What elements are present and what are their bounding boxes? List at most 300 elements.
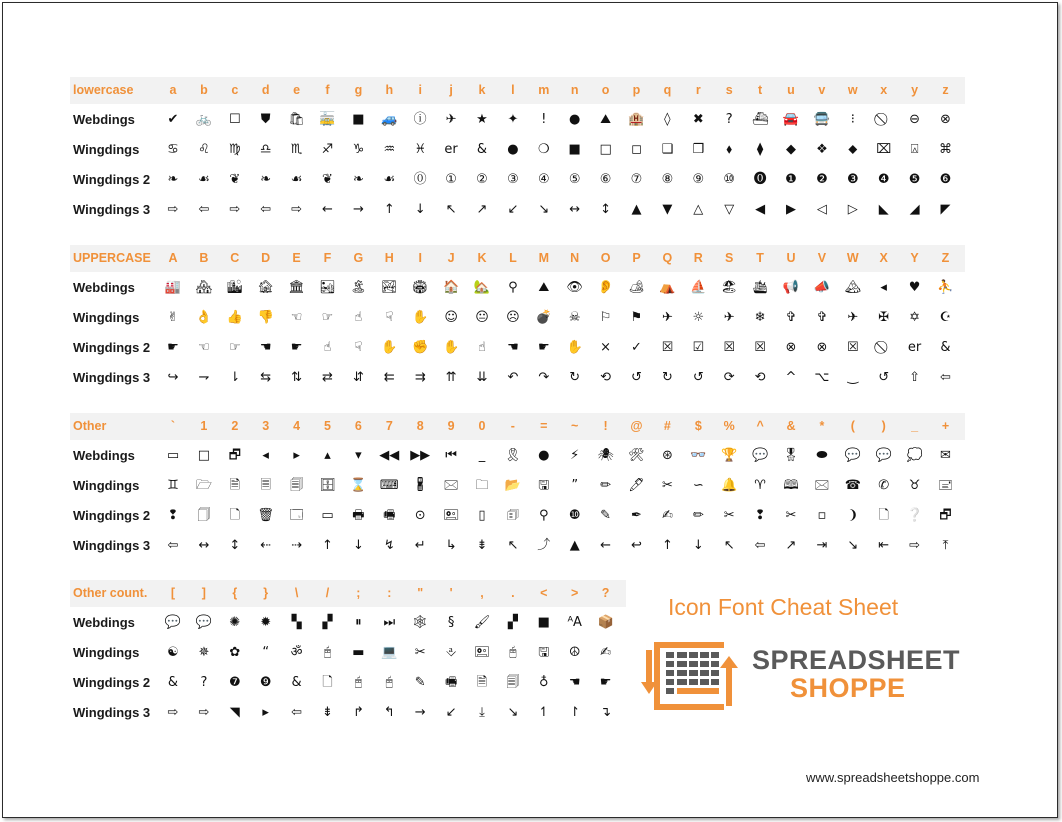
glyph-icon: ↗	[476, 202, 488, 217]
glyph-icon: ☙	[290, 172, 303, 187]
key-character: P	[632, 251, 641, 265]
key-character: \	[294, 586, 299, 600]
glyph-icon: ⇄	[322, 370, 333, 385]
key-character: f	[325, 83, 330, 97]
glyph-icon: _	[478, 448, 486, 463]
glyph-icon: &	[167, 675, 179, 690]
glyph-icon: ☛	[537, 340, 550, 355]
glyph-icon: ⚑	[630, 310, 643, 325]
glyph-icon: ▴	[324, 448, 331, 463]
glyph-icon: ☑	[692, 340, 705, 355]
glyph-icon: ✆	[878, 478, 890, 493]
glyph-icon: 💭	[906, 448, 923, 463]
glyph-icon: 💬	[844, 448, 861, 463]
glyph-icon: ✖	[692, 112, 704, 127]
glyph-icon: 📢	[782, 280, 800, 295]
glyph-icon: ^	[785, 370, 797, 385]
glyph-icon: 🖂	[443, 478, 459, 493]
glyph-icon: ⇨	[291, 202, 303, 217]
key-character: 2	[231, 419, 239, 433]
header-label: lowercase	[73, 83, 134, 97]
font-name-label: Wingdings 3	[73, 538, 151, 553]
glyph-icon: ↻	[569, 370, 581, 385]
glyph-icon: ☚	[507, 340, 519, 355]
glyph-icon: ✉	[940, 448, 951, 463]
glyph-icon: ⇤	[878, 538, 890, 553]
font-name-label: Webdings	[73, 280, 135, 295]
glyph-icon: ▫	[817, 508, 827, 523]
glyph-icon: ☯	[167, 645, 179, 660]
glyph-icon: ☝	[478, 340, 486, 355]
glyph-icon: 🖌	[473, 615, 491, 630]
glyph-icon: 🖫	[538, 478, 550, 493]
glyph-icon: ●	[507, 142, 519, 157]
key-character: `	[170, 419, 176, 433]
glyph-icon: ⓪	[413, 172, 427, 187]
glyph-icon: ☝	[354, 310, 363, 325]
glyph-icon: ↳	[445, 538, 457, 553]
glyph-icon: ⁝	[850, 112, 855, 127]
glyph-icon: 🛳	[751, 280, 769, 295]
glyph-icon: &	[476, 142, 488, 157]
glyph-icon: ❸	[846, 172, 859, 187]
font-row-wingdings	[70, 638, 626, 668]
glyph-icon: ↴	[600, 705, 612, 720]
glyph-icon: ❷	[816, 172, 828, 187]
font-row-webdings	[70, 441, 965, 471]
glyph-icon: ♓	[414, 142, 427, 157]
glyph-icon: ⚐	[599, 310, 612, 325]
glyph-icon: 🎗	[504, 448, 522, 463]
glyph-icon: 🖭	[474, 645, 490, 660]
glyph-icon: 🖃	[937, 478, 954, 493]
glyph-icon: ⇁	[198, 370, 210, 385]
glyph-icon: ☝	[323, 340, 332, 355]
glyph-icon: &	[940, 340, 951, 355]
key-character: Y	[910, 251, 919, 265]
glyph-icon: ✏	[692, 508, 704, 523]
glyph-icon: ✊	[412, 340, 429, 355]
glyph-icon: ✌	[167, 310, 179, 325]
glyph-icon: ☎	[844, 478, 861, 493]
glyph-icon: 🔔	[721, 478, 738, 493]
font-name-label: Wingdings 3	[73, 705, 151, 720]
glyph-icon: →	[352, 202, 364, 217]
glyph-icon: ⑥	[599, 172, 612, 187]
glyph-icon: ☐	[228, 112, 241, 127]
glyph-icon: ♏	[290, 142, 303, 157]
glyph-icon: ★	[476, 112, 488, 127]
glyph-icon: ☒	[846, 340, 859, 355]
key-character: d	[261, 83, 270, 97]
key-character: =	[540, 419, 548, 433]
key-character: L	[509, 251, 517, 265]
glyph-icon: ☞	[321, 310, 334, 325]
font-row-webdings	[70, 608, 626, 638]
glyph-icon: ⛺	[659, 280, 676, 295]
glyph-icon: ■	[537, 615, 550, 630]
key-character: R	[693, 251, 703, 265]
glyph-icon: ⇟	[322, 705, 333, 720]
glyph-icon: ☒	[754, 340, 766, 355]
header-row	[70, 413, 965, 440]
glyph-icon: 🗋	[322, 675, 333, 690]
key-character: i	[418, 83, 422, 97]
glyph-icon: ⇢	[291, 538, 303, 553]
font-name-label: Wingdings	[73, 478, 140, 493]
glyph-icon: ⇊	[476, 370, 488, 385]
glyph-icon: ▭	[321, 508, 334, 523]
glyph-icon: ❶	[785, 172, 797, 187]
glyph-icon: ①	[445, 172, 457, 187]
glyph-icon: ⊗	[785, 340, 797, 355]
glyph-icon: ⎀	[445, 645, 457, 660]
glyph-icon: ✈	[847, 310, 859, 325]
glyph-icon: ◀	[755, 202, 766, 217]
key-character: V	[817, 251, 827, 265]
glyph-icon: 💣	[535, 310, 552, 325]
glyph-icon: 🏚	[257, 280, 274, 295]
glyph-icon: ♑	[352, 142, 365, 157]
glyph-icon: □	[197, 448, 211, 463]
header-label: Other count.	[73, 586, 148, 600]
glyph-icon: ☒	[661, 340, 674, 355]
glyph-icon: ⇈	[445, 370, 457, 385]
glyph-icon: 🏙	[226, 280, 244, 295]
glyph-icon: ↰	[383, 705, 395, 720]
key-character: t	[758, 83, 763, 97]
glyph-icon: 🏔	[844, 280, 862, 295]
key-character: z	[942, 83, 949, 97]
key-character: G	[353, 251, 364, 265]
key-character: 7	[385, 419, 393, 433]
glyph-icon: ⬥	[848, 142, 858, 157]
key-character: :	[387, 586, 392, 600]
glyph-icon: ✞	[785, 310, 797, 325]
key-character: o	[601, 83, 610, 97]
glyph-icon: 🗑	[257, 508, 274, 523]
font-name-label: Wingdings 3	[73, 370, 151, 385]
glyph-icon: 🏡	[473, 280, 491, 295]
glyph-icon: ⚲	[539, 508, 549, 523]
glyph-icon: ⟲	[754, 370, 766, 385]
glyph-icon: ◣	[878, 202, 889, 217]
key-character: (	[850, 419, 855, 433]
glyph-icon: 🖁	[416, 478, 424, 493]
glyph-icon: ❄	[754, 310, 766, 325]
key-character: c	[231, 83, 239, 97]
glyph-icon: ⑨	[692, 172, 705, 187]
glyph-icon: 🗗	[228, 448, 241, 463]
key-character: J	[447, 251, 455, 265]
glyph-icon: 🗏	[260, 478, 271, 493]
glyph-icon: ♍	[228, 142, 241, 157]
glyph-icon: ▽	[724, 202, 735, 217]
glyph-icon: ☜	[290, 310, 303, 325]
glyph-icon: ✈	[445, 112, 457, 127]
glyph-icon: ☛	[290, 340, 303, 355]
glyph-icon: ⇨	[909, 538, 921, 553]
glyph-icon: ↘	[507, 705, 519, 720]
glyph-icon: ❾	[259, 675, 272, 690]
glyph-icon: 💬	[164, 615, 182, 630]
font-name-label: Wingdings 2	[73, 675, 151, 690]
glyph-icon: ▼	[662, 202, 673, 217]
glyph-icon: ▸	[293, 448, 300, 463]
glyph-icon: ⑤	[568, 172, 581, 187]
font-row-webdings	[70, 273, 965, 303]
font-name-label: Webdings	[73, 615, 135, 630]
glyph-icon: ↿	[538, 705, 550, 720]
glyph-icon: ↩	[631, 538, 642, 553]
glyph-icon: ▲	[569, 538, 580, 553]
glyph-icon: ✂	[414, 645, 426, 660]
glyph-icon: ❒	[692, 142, 705, 157]
glyph-icon: ✈	[661, 310, 673, 325]
glyph-icon: ▬	[352, 645, 365, 660]
glyph-icon: ∽	[692, 478, 704, 493]
glyph-icon: ♉	[908, 478, 921, 493]
key-character: .	[511, 586, 515, 600]
glyph-icon: ⇦	[291, 705, 303, 720]
glyph-icon: ⇦	[754, 538, 766, 553]
glyph-icon: ⌛	[350, 478, 367, 493]
glyph-icon: ↓	[352, 538, 364, 553]
glyph-icon: ⛵	[690, 280, 707, 295]
glyph-icon: ❖	[816, 142, 828, 157]
glyph-icon: ☒	[723, 340, 736, 355]
glyph-icon: ⇦	[940, 370, 951, 385]
glyph-icon: ⓘ	[413, 112, 427, 127]
glyph-icon: 🗄	[319, 478, 336, 493]
glyph-icon: ⊗	[816, 340, 828, 355]
spreadsheet-grid-arrow-icon	[641, 642, 738, 710]
glyph-icon: 👁	[566, 280, 583, 295]
font-row-wingdings-2	[70, 165, 965, 195]
key-character: S	[725, 251, 734, 265]
key-character: E	[292, 251, 301, 265]
glyph-icon: ?	[200, 675, 208, 690]
glyph-icon: ❼	[228, 675, 241, 690]
glyph-icon: ✂	[723, 508, 735, 523]
glyph-icon: 🖰	[354, 675, 363, 690]
glyph-icon: ❩	[847, 508, 859, 523]
glyph-icon: ⤓	[479, 705, 485, 720]
glyph-icon: 🏜	[319, 280, 336, 295]
glyph-icon: 🖊	[628, 478, 645, 493]
glyph-icon: 🚘	[782, 112, 800, 127]
glyph-icon: ↓	[692, 538, 704, 553]
key-character: C	[230, 251, 240, 265]
key-character: X	[879, 251, 888, 265]
key-character: 9	[447, 419, 455, 433]
glyph-icon: ♁	[539, 675, 549, 690]
key-character: D	[261, 251, 271, 265]
glyph-icon: ↺	[631, 370, 642, 385]
key-character: *	[819, 419, 825, 433]
glyph-icon: 💬	[752, 448, 769, 463]
glyph-icon: ◢	[909, 202, 920, 217]
key-character: [	[170, 586, 176, 600]
glyph-icon: ✋	[381, 340, 398, 355]
glyph-icon: 🏛	[288, 280, 305, 295]
glyph-icon: ✵	[198, 645, 210, 660]
glyph-icon: 🗐	[506, 675, 520, 690]
glyph-icon: ❿	[568, 508, 581, 523]
glyph-icon: ⇨	[167, 705, 179, 720]
key-character: y	[911, 83, 919, 97]
glyph-icon: ☚	[259, 340, 272, 355]
glyph-icon: ▾	[355, 448, 362, 463]
glyph-icon: ↕	[600, 202, 612, 217]
key-character: H	[384, 251, 394, 265]
glyph-icon: 🏘	[195, 280, 213, 295]
cheat-sheet-title: Icon Font Cheat Sheet	[668, 594, 899, 620]
glyph-icon: ⧫	[756, 142, 764, 157]
glyph-icon: 🏠	[443, 280, 460, 295]
glyph-icon: 🛍	[288, 112, 305, 127]
glyph-icon: ⛰	[538, 280, 550, 295]
glyph-icon: 🚋	[319, 112, 336, 127]
glyph-icon: 🖷	[383, 508, 396, 523]
key-character: )	[881, 419, 886, 433]
glyph-icon: ॐ	[290, 645, 303, 660]
glyph-icon: ᴬA	[567, 615, 582, 630]
glyph-icon: 🖰	[508, 645, 517, 660]
glyph-icon: ⬬	[816, 448, 828, 463]
glyph-icon	[869, 333, 899, 363]
key-character: ~	[571, 419, 579, 433]
glyph-icon: er	[907, 340, 922, 355]
glyph-icon: 😐	[475, 310, 489, 325]
header-row	[70, 77, 965, 104]
glyph-icon: ǃ	[541, 112, 546, 127]
glyph-icon: ↖	[723, 538, 735, 553]
glyph-icon: △	[693, 202, 704, 217]
glyph-icon: ②	[476, 172, 488, 187]
glyph-icon: ↑	[383, 202, 395, 217]
glyph-icon: 👌	[195, 310, 212, 325]
key-character: ,	[480, 586, 484, 600]
glyph-icon: ⌥	[814, 370, 830, 385]
glyph-icon: ♈	[754, 478, 766, 493]
website-link[interactable]: www.spreadsheetshoppe.com	[806, 770, 980, 785]
glyph-icon: ◤	[940, 202, 951, 217]
glyph-icon: 👎	[257, 310, 274, 325]
logo-word-shoppe: SHOPPE	[790, 673, 906, 703]
glyph-icon: 🖫	[538, 645, 550, 660]
glyph-icon: ✞	[816, 310, 828, 325]
glyph-icon: ✋	[443, 340, 460, 355]
font-row-wingdings-2	[70, 333, 965, 363]
font-name-label: Wingdings 2	[73, 172, 151, 187]
key-character: 0	[478, 419, 486, 433]
glyph-icon: ✡	[909, 310, 921, 325]
key-character: m	[538, 83, 550, 97]
glyph-icon: ⊖	[909, 112, 921, 127]
font-name-label: Wingdings 3	[73, 202, 151, 217]
glyph-icon: ✂	[661, 478, 673, 493]
glyph-icon: 🚲	[195, 112, 212, 127]
font-name-label: Wingdings 2	[73, 340, 151, 355]
glyph-icon: ⌨	[379, 478, 399, 493]
key-character: F	[323, 251, 332, 265]
key-character: I	[418, 251, 422, 265]
glyph-icon: ☼	[692, 310, 705, 325]
glyph-icon: ✒	[631, 508, 642, 523]
key-character: U	[786, 251, 796, 265]
glyph-icon: ❦	[229, 172, 241, 187]
key-character: ?	[601, 586, 610, 600]
glyph-icon: §	[447, 615, 455, 630]
header-label: Other	[73, 419, 107, 433]
glyph-icon: ↯	[383, 538, 395, 553]
glyph-icon: ↘	[847, 538, 859, 553]
glyph-icon: 👍	[226, 310, 243, 325]
glyph-icon: ⑦	[630, 172, 643, 187]
glyph-icon: ↗	[785, 538, 797, 553]
glyph-icon: ✈	[723, 310, 735, 325]
glyph-icon: ▞	[507, 615, 518, 630]
font-name-label: Wingdings	[73, 310, 140, 325]
glyph-icon: ☙	[383, 172, 396, 187]
glyph-icon: ”	[571, 478, 579, 493]
glyph-icon: 💬	[875, 448, 892, 463]
glyph-icon: ◻	[631, 142, 642, 157]
font-row-wingdings	[70, 471, 965, 501]
glyph-icon: ☛	[599, 675, 612, 690]
glyph-icon: ✍	[661, 508, 673, 523]
glyph-icon: ⚡	[570, 448, 580, 463]
glyph-icon: ↖	[507, 538, 519, 553]
key-character: N	[570, 251, 580, 265]
glyph-icon: 📂	[504, 478, 521, 493]
glyph-icon: 🖷	[444, 675, 458, 690]
font-row-wingdings	[70, 303, 965, 333]
key-character: $	[694, 419, 702, 433]
glyph-icon: ⟳	[723, 370, 735, 385]
key-character: v	[818, 83, 826, 97]
glyph-icon: ⇨	[198, 705, 210, 720]
glyph-icon: ⬧	[726, 142, 733, 157]
key-character: 4	[293, 419, 301, 433]
glyph-icon: ⊙	[414, 508, 426, 523]
key-character: 8	[416, 419, 424, 433]
glyph-icon: ✎	[414, 675, 426, 690]
glyph-icon: ⚲	[508, 280, 518, 295]
glyph-icon: ⌧	[876, 142, 892, 157]
glyph-icon: ⛊	[260, 112, 271, 127]
key-character: A	[168, 251, 178, 265]
key-character: @	[630, 419, 643, 433]
key-character: ;	[356, 586, 361, 600]
glyph-icon: ●	[569, 112, 581, 127]
glyph-icon: ☮	[568, 645, 581, 660]
glyph-icon: ♋	[167, 142, 179, 157]
glyph-icon: ⛹	[937, 280, 954, 295]
glyph-icon: 💻	[381, 645, 398, 660]
glyph-icon: ③	[507, 172, 519, 187]
key-character: O	[600, 251, 611, 265]
glyph-icon: ✠	[878, 310, 890, 325]
glyph-icon: 🗗	[939, 508, 952, 523]
glyph-icon: ☛	[167, 340, 179, 355]
glyph-icon: ⤒	[942, 538, 949, 553]
glyph-icon: 🖂	[814, 478, 830, 493]
glyph-icon: ♌	[198, 142, 210, 157]
glyph-icon: ■	[352, 112, 365, 127]
glyph-icon: ⛴	[751, 112, 769, 127]
